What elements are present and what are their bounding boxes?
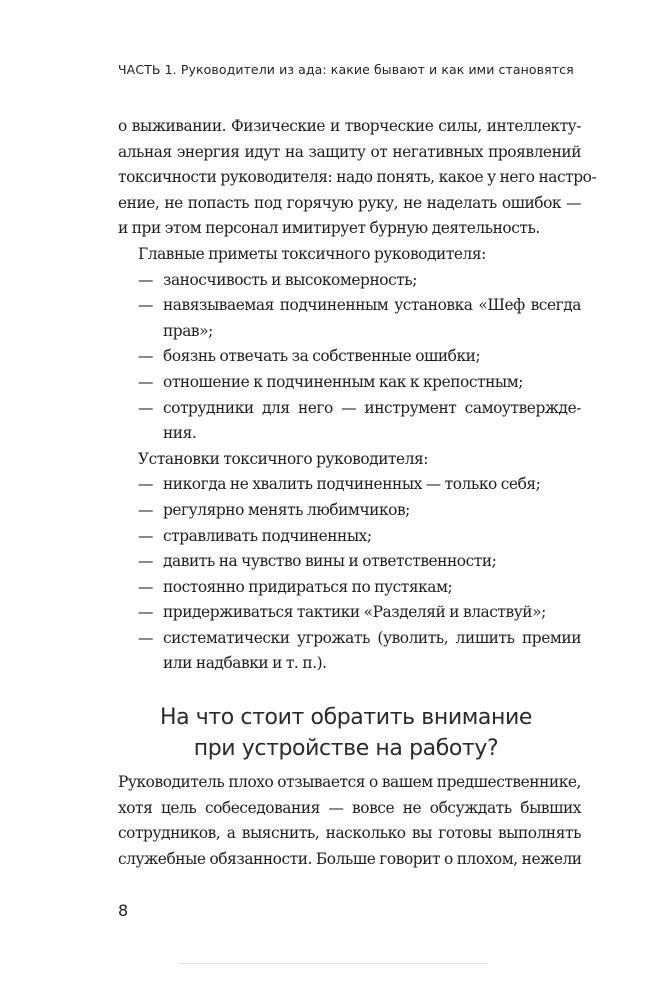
list-item-text: давить на чувство вины и ответственности; xyxy=(163,552,497,571)
list-item xyxy=(118,396,581,422)
list-item-continuation: или надбавки и т. п.). xyxy=(163,654,327,673)
list-item-continuation: прав»; xyxy=(163,321,213,340)
section-heading xyxy=(96,702,596,764)
dash-marker: — xyxy=(138,372,153,391)
list-item-text: регулярно менять любимчиков; xyxy=(163,500,410,519)
paragraph-line: о выживании. Физические и творческие силы, интеллекту- xyxy=(118,117,581,135)
list-item-text: стравливать подчиненных; xyxy=(163,526,372,545)
paragraph-line: хотя цель собеседования — вовсе не обсуждать бывших xyxy=(118,798,581,817)
dash-marker: — xyxy=(138,603,153,622)
list-item-continuation: ния. xyxy=(163,424,197,443)
dash-marker: — xyxy=(138,347,153,366)
list-item-text: заносчивость и высокомерность; xyxy=(163,270,417,289)
list-item-text: постоянно придираться по пустякам; xyxy=(163,577,453,596)
attitudes-list xyxy=(118,472,581,677)
list-item xyxy=(118,268,581,294)
running-head: ЧАСТЬ 1. Руководители из ада: какие бывают и как ими становятся xyxy=(118,62,574,77)
list-item xyxy=(118,626,581,652)
dash-marker: — xyxy=(138,500,153,519)
dash-marker: — xyxy=(138,270,153,289)
list-item xyxy=(118,344,581,370)
list-item xyxy=(118,370,581,396)
dash-marker: — xyxy=(138,296,153,315)
paragraph-line: и при этом персонал имитирует бурную деятельность. xyxy=(118,219,540,238)
dash-marker: — xyxy=(138,526,153,545)
list-item xyxy=(118,293,581,319)
list-item xyxy=(118,498,581,524)
body-text xyxy=(118,114,597,677)
paragraph-line: сотрудников, а выяснить, насколько вы готовы выполнять xyxy=(118,824,581,843)
dash-marker: — xyxy=(138,552,153,571)
list-item-text: отношение к подчиненным как к крепостным; xyxy=(163,372,523,391)
dash-marker: — xyxy=(138,577,153,596)
list-item xyxy=(118,472,581,498)
dash-marker: — xyxy=(138,475,153,494)
section-heading-line: На что стоит обратить внимание xyxy=(159,705,533,730)
paragraph xyxy=(118,114,597,242)
paragraph-line: ение, не попасть под горячую руку, не наделать ошибок — xyxy=(118,193,581,212)
paragraph-line: служебные обязанности. Больше говорит о плохом, нежели xyxy=(118,849,582,868)
paragraph-line: альная энергия идут на защиту от негативных проявлений xyxy=(118,142,581,161)
list-item-text: придерживаться тактики «Разделяй и властвуй»; xyxy=(163,603,546,622)
paragraph-line: Руководитель плохо отзывается о вашем предшественнике, xyxy=(118,773,581,791)
list-item xyxy=(118,524,581,550)
page-number: 8 xyxy=(118,901,129,920)
paragraph-line: токсичности руководителя: надо понять, какое у него настро- xyxy=(118,168,597,187)
list-intro: Установки токсичного руководителя: xyxy=(138,449,429,468)
list-item xyxy=(118,575,581,601)
section-heading-line: при устройстве на работу? xyxy=(193,736,499,761)
bottom-divider xyxy=(178,963,488,964)
list-item-text: сотрудники для него — инструмент самоутвержде- xyxy=(163,398,581,417)
list-item-text: боязнь отвечать за собственные ошибки; xyxy=(163,347,481,366)
dash-marker: — xyxy=(138,398,153,417)
signs-list xyxy=(118,268,581,447)
list-intro: Главные приметы токсичного руководителя: xyxy=(138,244,486,263)
dash-marker: — xyxy=(138,628,153,647)
list-item-text: навязываемая подчиненным установка «Шеф всегда xyxy=(163,296,581,315)
list-item xyxy=(118,549,581,575)
list-item xyxy=(118,600,581,626)
list-item-text: систематически угрожать (уволить, лишить премии xyxy=(163,628,581,647)
paragraph xyxy=(118,770,581,872)
list-item-text: никогда не хвалить подчиненных — только себя; xyxy=(163,475,541,494)
